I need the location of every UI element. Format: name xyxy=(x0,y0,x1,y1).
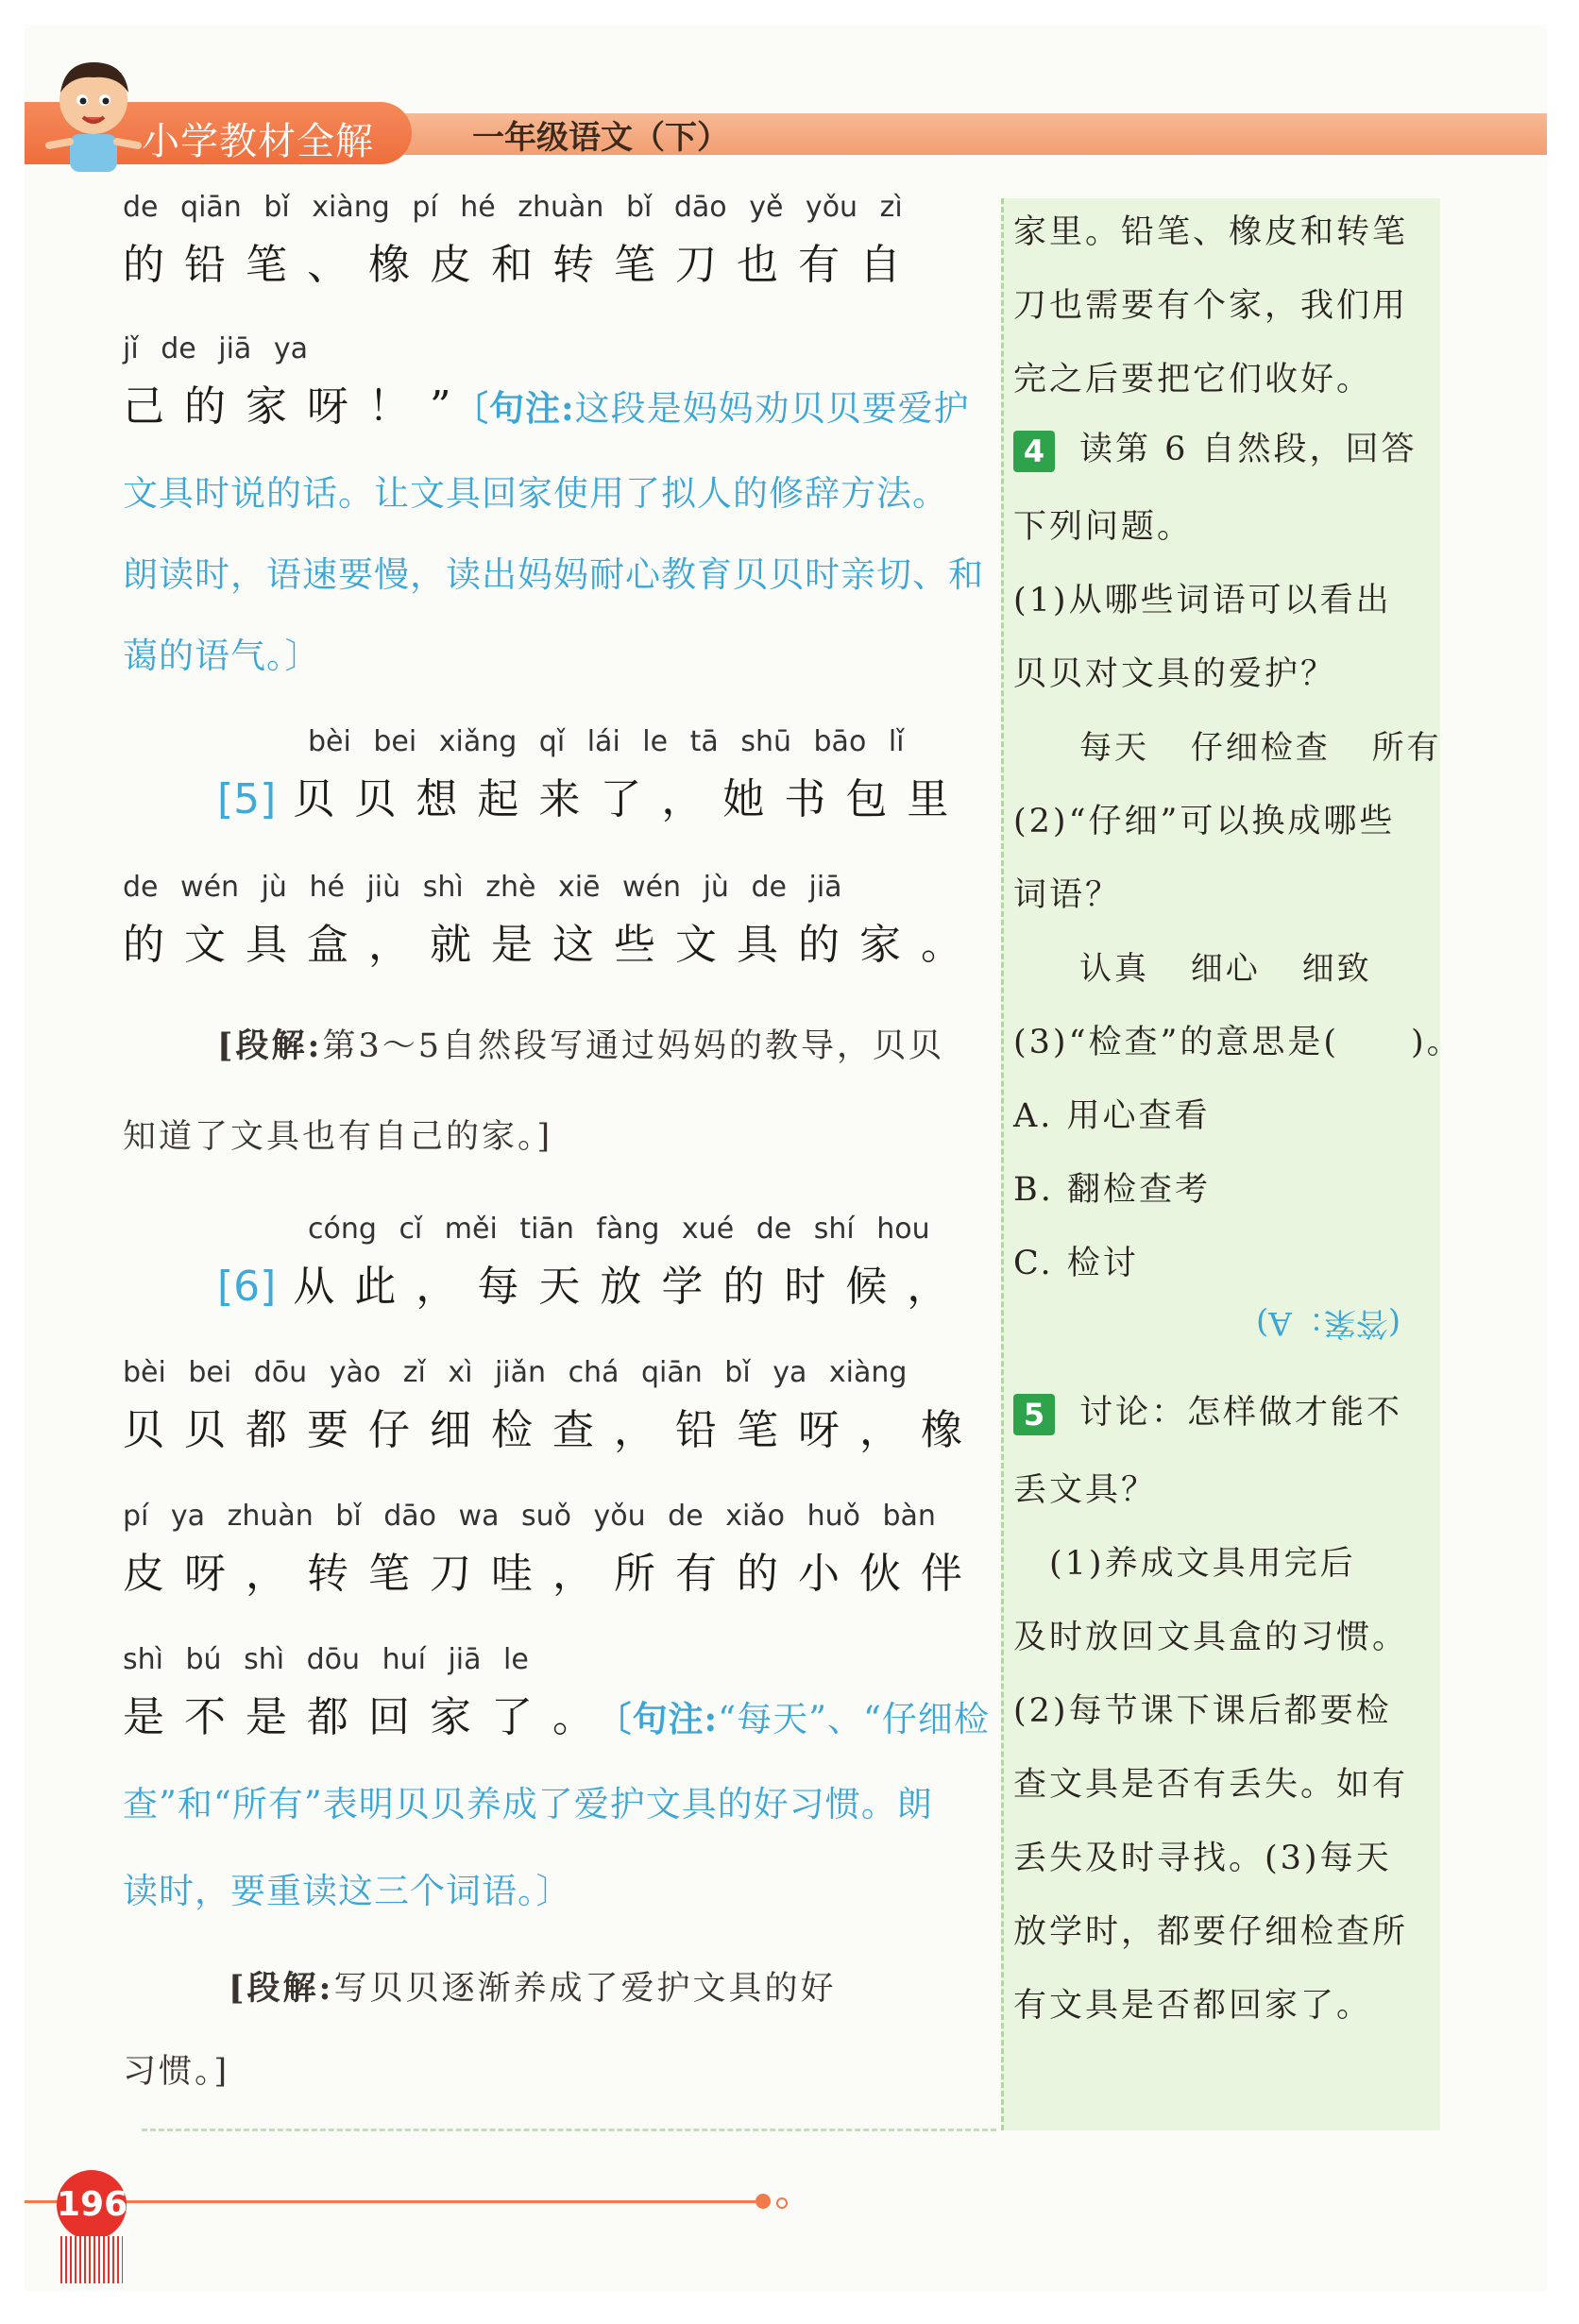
footer-dot xyxy=(756,2194,771,2209)
paragraph-5 xyxy=(217,765,968,825)
paragraph-number: [5] xyxy=(217,775,277,823)
sentence-note xyxy=(614,1699,990,1739)
exercise-text-line: (2)“仔细”可以换成哪些 xyxy=(1013,803,1396,840)
sentence-note-label: 〔句注: xyxy=(470,387,575,429)
pinyin-line: de wén jù hé jiù shì zhè xiē wén jù de jiā xyxy=(123,871,842,904)
exercise-text-line: 完之后要把它们收好。 xyxy=(1013,361,1373,399)
paragraph-6 xyxy=(217,1252,968,1313)
exercise-text-line: 刀也需要有个家，我们用 xyxy=(1013,287,1409,325)
pinyin-line: bèi bei xiǎng qǐ lái le tā shū bāo lǐ xyxy=(308,725,905,758)
exercise-text-line: 下列问题。 xyxy=(1013,508,1194,546)
header-logo-text: 小学教材全解 xyxy=(142,120,374,163)
text-line xyxy=(123,372,970,433)
segment-note xyxy=(229,1962,837,2010)
pinyin-line: de qiān bǐ xiàng pí hé zhuàn bǐ dāo yě yǒu zì xyxy=(123,191,903,224)
segment-note-label: [段解: xyxy=(229,1969,334,2008)
segment-note-text: 第3～5自然段写通过妈妈的教导，贝贝 xyxy=(322,1027,945,1065)
pinyin-line: cóng cǐ měi tiān fàng xué de shí hou xyxy=(308,1213,930,1246)
text-line xyxy=(123,1683,990,1743)
pinyin-line: jǐ de jiā ya xyxy=(123,332,308,365)
choice-b: B. 翻检查考 xyxy=(1013,1171,1211,1209)
page-edge-stripes xyxy=(60,2236,123,2283)
note-line: 朗读时，语速要慢，读出妈妈耐心教育贝贝时亲切、和 xyxy=(123,554,984,595)
exercise-text-line: 丢失及时寻找。(3)每天 xyxy=(1013,1840,1392,1877)
footer-dot xyxy=(776,2197,788,2209)
question-badge: 5 xyxy=(1013,1394,1055,1435)
footer-line xyxy=(25,2200,761,2203)
mascot-icon xyxy=(42,55,145,178)
text-line: 皮呀，转笔刀哇，所有的小伙伴 xyxy=(123,1550,982,1598)
question-4 xyxy=(1013,423,1418,472)
exercise-column xyxy=(1001,198,1463,2130)
exercise-text-line: (1)养成文具用完后 xyxy=(1013,1545,1356,1583)
segment-note-label: [段解: xyxy=(217,1026,323,1065)
text-line: 的文具盒，就是这些文具的家。 xyxy=(123,921,982,969)
question-text: 读第 6 自然段，回答 xyxy=(1079,431,1418,468)
column-divider xyxy=(142,2129,996,2131)
text-line: 贝贝都要仔细检查，铅笔呀，橡 xyxy=(123,1406,982,1454)
text-line: 的铅笔、橡皮和转笔刀也有自 xyxy=(123,241,921,289)
text-span: 从此，每天放学的时候， xyxy=(293,1263,969,1311)
note-line: 查”和“所有”表明贝贝养成了爱护文具的好习惯。朗 xyxy=(123,1784,933,1824)
exercise-text-line: 有文具是否都回家了。 xyxy=(1013,1987,1373,2025)
exercise-text-line: 贝贝对文具的爱护？ xyxy=(1013,655,1337,693)
exercise-text-line: (1)从哪些词语可以看出 xyxy=(1013,582,1392,619)
answer-line: 每天 仔细检查 所有 xyxy=(1079,729,1442,767)
exercise-text-line: 家里。铅笔、橡皮和转笔 xyxy=(1013,213,1409,251)
segment-note xyxy=(217,1020,944,1067)
question-badge: 4 xyxy=(1013,431,1055,472)
note-line: 读时，要重读这三个词语。〕 xyxy=(123,1871,572,1911)
pinyin-line: shì bú shì dōu huí jiā le xyxy=(123,1643,529,1676)
choice-a: A. 用心查看 xyxy=(1013,1097,1211,1135)
pinyin-line: bèi bei dōu yào zǐ xì jiǎn chá qiān bǐ ya xiàng xyxy=(123,1356,908,1389)
exercise-text-line: (3)“检查”的意思是( )。 xyxy=(1013,1024,1463,1061)
exercise-text-line: 丢文具？ xyxy=(1013,1471,1158,1509)
choice-c: C. 检讨 xyxy=(1013,1245,1139,1282)
paragraph-number: [6] xyxy=(217,1263,277,1311)
sentence-note-label: 〔句注: xyxy=(614,1698,719,1739)
exercise-text-line: 放学时，都要仔细检查所 xyxy=(1013,1913,1409,1951)
text-span: 己的家呀！” xyxy=(123,382,471,431)
header-subject: 一年级语文（下） xyxy=(472,119,729,157)
note-line: 蔼的语气。〕 xyxy=(123,636,321,676)
exercise-text-line: 查文具是否有丢失。如有 xyxy=(1013,1766,1409,1804)
page-number: 196 xyxy=(57,2170,127,2240)
pinyin-line: pí ya zhuàn bǐ dāo wa suǒ yǒu de xiǎo huǒ bàn xyxy=(123,1500,936,1533)
exercise-text-line: 及时放回文具盒的习惯。 xyxy=(1013,1619,1409,1656)
question-5 xyxy=(1013,1386,1402,1435)
segment-note-text: 写贝贝逐渐养成了爱护文具的好 xyxy=(333,1970,837,2008)
exercise-text-line: (2)每节课下课后都要检 xyxy=(1013,1692,1392,1730)
question-text: 讨论：怎样做才能不 xyxy=(1079,1394,1403,1432)
segment-note-line: 知道了文具也有自己的家。] xyxy=(123,1118,553,1156)
exercise-text-line: 词语？ xyxy=(1013,876,1122,914)
note-line: 文具时说的话。让文具回家使用了拟人的修辞方法。 xyxy=(123,473,948,514)
segment-note-line: 习惯。] xyxy=(123,2053,230,2091)
answer-mark: (答案：A) xyxy=(1256,1304,1401,1342)
sentence-note-text: “每天”、“仔细检 xyxy=(718,1699,990,1739)
text-span: 贝贝想起来了，她书包里 xyxy=(293,775,969,823)
answer-line: 认真 细心 细致 xyxy=(1079,950,1372,988)
sentence-note-text: 这段是妈妈劝贝贝要爱护 xyxy=(574,388,970,429)
text-span: 是不是都回家了。 xyxy=(123,1693,614,1741)
sentence-note xyxy=(471,388,970,429)
